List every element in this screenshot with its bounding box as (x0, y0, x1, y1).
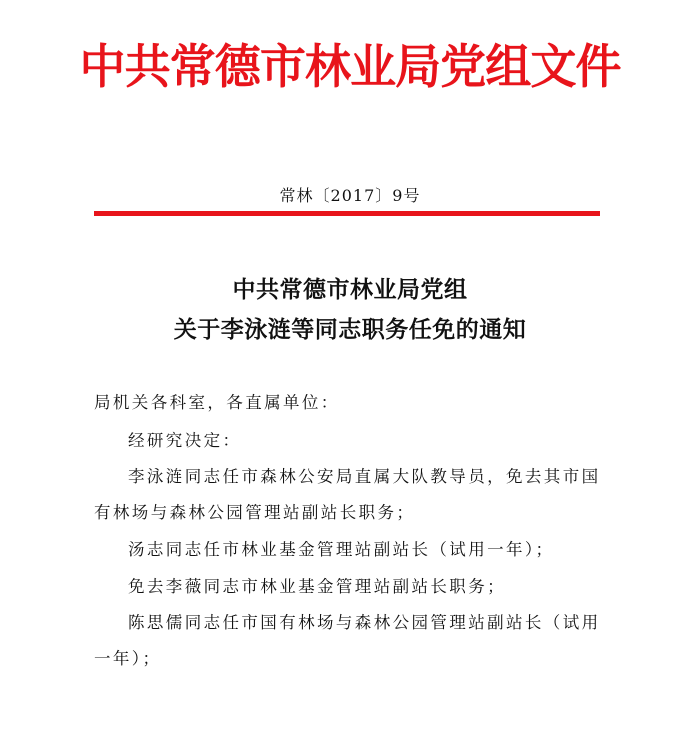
body-line: 李泳涟同志任市森林公安局直属大队教导员，免去其市国 (128, 467, 601, 486)
body-line: 经研究决定： (128, 431, 242, 450)
notice-title-line-2: 关于李泳涟等同志职务任免的通知 (173, 316, 527, 343)
body-line: 汤志同志任市林业基金管理站副站长（试用一年）； (128, 540, 555, 559)
letterhead-title: 中共常德市林业局党组文件 (79, 40, 621, 95)
document-number: 常林〔2017〕9号 (279, 186, 421, 205)
red-divider-line (94, 211, 600, 216)
body-line: 免去李薇同志市林业基金管理站副站长职务； (128, 577, 506, 596)
body-line: 有林场与森林公园管理站副站长职务； (94, 503, 416, 522)
body-line: 陈思儒同志任市国有林场与森林公园管理站副站长（试用 (128, 613, 601, 632)
body-line: 一年）； (94, 649, 162, 668)
salutation: 局机关各科室，各直属单位： (94, 393, 340, 412)
notice-title-line-1: 中共常德市林业局党组 (232, 276, 468, 303)
